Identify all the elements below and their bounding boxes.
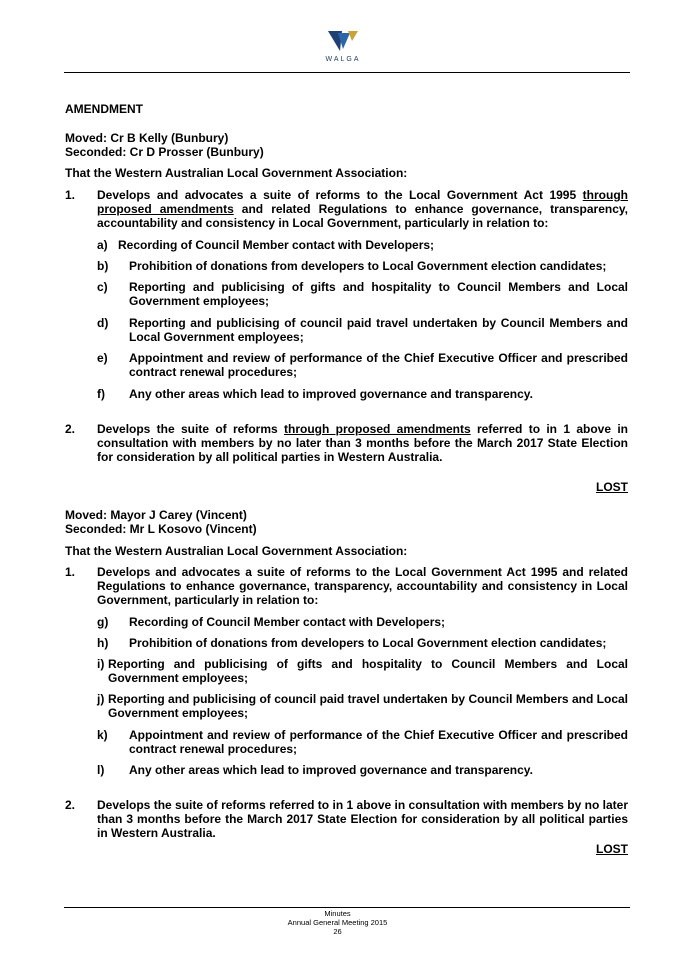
motion-seconded: Seconded: Mr L Kosovo (Vincent) (65, 522, 257, 536)
amendment-seconded: Seconded: Cr D Prosser (Bunbury) (65, 145, 264, 159)
motion-sub-l-text: Any other areas which lead to improved governance and transparency. (129, 763, 533, 777)
amendment-sub-f-text: Any other areas which lead to improved governance and transparency. (129, 387, 533, 401)
footer-subtitle: Annual General Meeting 2015 (287, 918, 388, 927)
amendment-heading: AMENDMENT (65, 102, 143, 116)
motion-sub-h-text: Prohibition of donations from developers to Local Government election candidates; (129, 636, 607, 650)
amendment-item1-number: 1. (65, 188, 76, 202)
amendment-sub-a-label: a) (97, 238, 108, 252)
footer-divider (64, 907, 630, 908)
amendment-sub-d-text: Reporting and publicising of council paid travel undertaken by Council Members and Local Government employees; (129, 316, 628, 344)
walga-logo (321, 29, 365, 69)
amendment-item2-text: Develops the suite of reforms through proposed amendments referred to in 1 above in consultation with members by no later than 3 months before the March 2017 State Election for consideration by all political parties in Western Australia. (97, 422, 629, 464)
amendment-item1-text: Develops and advocates a suite of reforms to the Local Government Act 1995 through proposed amendments and related Regulations to enhance governance, transparency, accountability and consistency in Local Government, particularly in relation to: (97, 188, 628, 230)
header-divider (64, 72, 630, 73)
motion-item1-text: Develops and advocates a suite of reforms to the Local Government Act 1995 and related Regulations to enhance governance, transparency, accountability and consistency in Local Government, particularly in relation to: (97, 565, 628, 607)
amendment-sub-f-label: f) (97, 387, 105, 401)
motion-sub-j-label: j) (97, 692, 105, 706)
motion-sub-h-label: h) (97, 636, 109, 650)
motion-item2-number: 2. (65, 798, 76, 812)
walga-logo-mark (326, 29, 360, 53)
amendment-sub-e-text: Appointment and review of performance of the Chief Executive Officer and prescribed contract renewal procedures; (129, 351, 628, 379)
amendment-item2-underlined: through proposed amendments (284, 422, 471, 436)
motion-sub-k-label: k) (97, 728, 108, 742)
page-number: 26 (333, 927, 342, 936)
amendment-sub-c-label: c) (97, 280, 108, 294)
amendment-sub-a-text: Recording of Council Member contact with Developers; (118, 238, 435, 252)
amendment-item1-underlined: through proposed amendments (97, 188, 628, 216)
amendment-sub-e-label: e) (97, 351, 108, 365)
motion-sub-l-label: l) (97, 763, 105, 777)
motion-sub-g-label: g) (97, 615, 109, 629)
motion-sub-i-text: Reporting and publicising of gifts and hospitality to Council Members and Local Government employees; (108, 657, 628, 685)
amendment-sub-b-label: b) (97, 259, 109, 273)
motion-moved: Moved: Mayor J Carey (Vincent) (65, 508, 247, 522)
amendment-result: LOST (596, 480, 628, 494)
motion-item1-number: 1. (65, 565, 76, 579)
amendment-sub-c-text: Reporting and publicising of gifts and hospitality to Council Members and Local Government employees; (129, 280, 628, 308)
amendment-sub-d-label: d) (97, 316, 109, 330)
footer-title: Minutes (324, 909, 351, 918)
amendment-intro: That the Western Australian Local Government Association: (65, 166, 408, 180)
motion-result: LOST (596, 842, 628, 856)
motion-sub-k-text: Appointment and review of performance of the Chief Executive Officer and prescribed contract renewal procedures; (129, 728, 628, 756)
amendment-sub-b-text: Prohibition of donations from developers to Local Government election candidates; (129, 259, 607, 273)
amendment-item2-number: 2. (65, 422, 76, 436)
motion-item2-text: Develops the suite of reforms referred to in 1 above in consultation with members by no later than 3 months before the March 2017 State Election for consideration by all political parties in Western Australia. (97, 798, 628, 840)
logo-text: WALGA (325, 56, 361, 63)
motion-sub-i-label: i) (97, 657, 105, 671)
motion-intro: That the Western Australian Local Government Association: (65, 544, 408, 558)
amendment-moved: Moved: Cr B Kelly (Bunbury) (65, 131, 229, 145)
motion-sub-g-text: Recording of Council Member contact with Developers; (129, 615, 446, 629)
motion-sub-j-text: Reporting and publicising of council paid travel undertaken by Council Members and Local Government employees; (108, 692, 628, 720)
